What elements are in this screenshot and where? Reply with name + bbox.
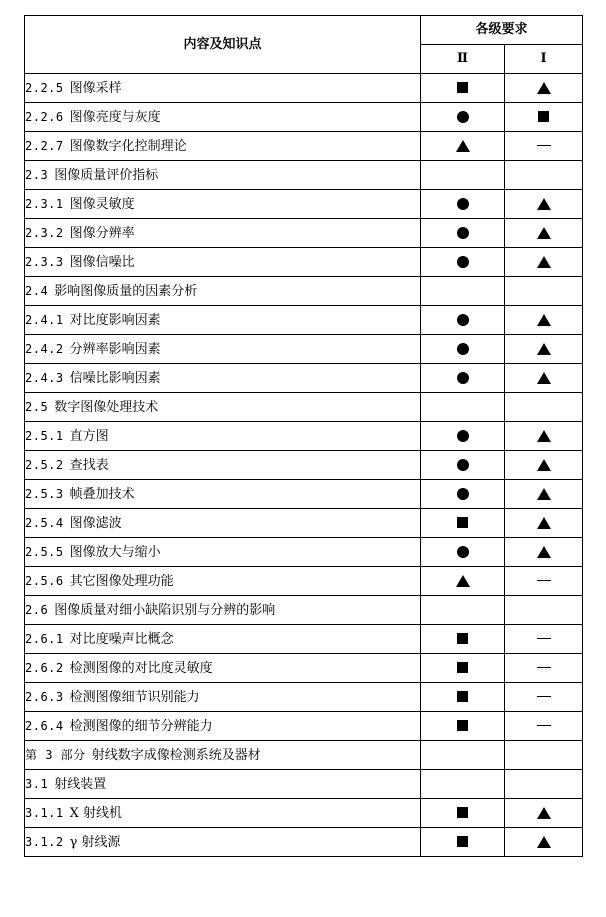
level-1-requirement (505, 161, 583, 190)
item-title: 图像灵敏度 (69, 196, 135, 212)
knowledge-item (25, 451, 421, 480)
item-number: 2.6.1 (25, 631, 64, 646)
circle-icon (457, 343, 469, 355)
requirements-group-header: 各级要求 (421, 16, 583, 45)
dash-icon (537, 696, 551, 697)
item-title: 图像质量评价指标 (54, 167, 159, 183)
item-title: 检测图像的细节分辨能力 (69, 718, 213, 734)
item-number: 2.6.2 (25, 660, 64, 675)
item-title: 图像分辨率 (69, 225, 135, 241)
table-row (25, 161, 583, 190)
level-2-requirement (421, 190, 505, 219)
level-2-requirement (421, 654, 505, 683)
table-row (25, 393, 583, 422)
dash-icon (537, 145, 551, 146)
item-number: 2.4 (25, 283, 49, 298)
level-1-requirement (505, 306, 583, 335)
item-title: 图像放大与缩小 (69, 544, 161, 560)
knowledge-item (25, 248, 421, 277)
triangle-icon (537, 488, 551, 500)
level-2-requirement (421, 74, 505, 103)
table-row (25, 683, 583, 712)
item-number: 2.6.4 (25, 718, 64, 733)
item-number: 3.1 (25, 776, 49, 791)
item-title: 其它图像处理功能 (69, 573, 174, 589)
square-icon (457, 836, 468, 847)
level-2-header: Ⅱ (421, 45, 505, 74)
item-title: 影响图像质量的因素分析 (54, 283, 198, 299)
level-2-requirement (421, 161, 505, 190)
level-2-requirement (421, 596, 505, 625)
square-icon (538, 111, 549, 122)
square-icon (457, 517, 468, 528)
item-title: 图像亮度与灰度 (69, 109, 161, 125)
circle-icon (457, 111, 469, 123)
level-1-header: Ⅰ (505, 45, 583, 74)
item-title: γ 射线源 (69, 834, 121, 850)
level-2-requirement (421, 741, 505, 770)
item-number: 2.4.1 (25, 312, 64, 327)
item-number: 2.6 (25, 602, 49, 617)
level-1-requirement (505, 683, 583, 712)
level-2-requirement (421, 683, 505, 712)
level-2-requirement (421, 712, 505, 741)
item-number: 3.1.2 (25, 834, 64, 849)
table-header (25, 16, 583, 74)
circle-icon (457, 198, 469, 210)
item-title: 直方图 (69, 428, 109, 444)
level-2-requirement (421, 625, 505, 654)
item-title: 检测图像的对比度灵敏度 (69, 660, 213, 676)
triangle-icon (537, 82, 551, 94)
knowledge-item (25, 480, 421, 509)
triangle-icon (537, 517, 551, 529)
level-1-requirement (505, 654, 583, 683)
item-title: 查找表 (69, 457, 109, 473)
item-title: 图像数字化控制理论 (69, 138, 187, 154)
table-row (25, 248, 583, 277)
level-1-requirement (505, 828, 583, 857)
level-1-requirement (505, 335, 583, 364)
table-row (25, 277, 583, 306)
level-2-requirement (421, 306, 505, 335)
item-number: 2.3.2 (25, 225, 64, 240)
item-title: 图像信噪比 (69, 254, 135, 270)
item-number: 2.2.6 (25, 109, 64, 124)
level-1-requirement (505, 509, 583, 538)
dash-icon (537, 725, 551, 726)
circle-icon (457, 256, 469, 268)
triangle-icon (537, 227, 551, 239)
triangle-icon (537, 372, 551, 384)
level-1-requirement (505, 248, 583, 277)
circle-icon (457, 372, 469, 384)
level-1-requirement (505, 625, 583, 654)
table-row (25, 567, 583, 596)
knowledge-item (25, 828, 421, 857)
item-title: 检测图像细节识别能力 (69, 689, 200, 705)
table-row (25, 74, 583, 103)
knowledge-item (25, 538, 421, 567)
knowledge-item (25, 625, 421, 654)
item-number: 2.3.1 (25, 196, 64, 211)
knowledge-item (25, 509, 421, 538)
triangle-icon (537, 343, 551, 355)
level-1-requirement (505, 596, 583, 625)
triangle-icon (537, 836, 551, 848)
level-2-requirement (421, 248, 505, 277)
square-icon (457, 807, 468, 818)
level-1-requirement (505, 132, 583, 161)
knowledge-item (25, 219, 421, 248)
knowledge-item (25, 335, 421, 364)
circle-icon (457, 459, 469, 471)
level-1-requirement (505, 567, 583, 596)
knowledge-item (25, 277, 421, 306)
table-row (25, 451, 583, 480)
item-number: 2.5.1 (25, 428, 64, 443)
item-number: 2.5.5 (25, 544, 64, 559)
item-number: 3.1.1 (25, 805, 64, 820)
knowledge-item (25, 161, 421, 190)
level-2-requirement (421, 422, 505, 451)
table-row (25, 132, 583, 161)
knowledge-item (25, 190, 421, 219)
level-1-requirement (505, 190, 583, 219)
knowledge-item (25, 683, 421, 712)
level-2-requirement (421, 277, 505, 306)
table-row (25, 103, 583, 132)
level-1-requirement (505, 103, 583, 132)
triangle-icon (456, 140, 470, 152)
circle-icon (457, 488, 469, 500)
item-number: 2.3 (25, 167, 49, 182)
level-1-requirement (505, 219, 583, 248)
level-1-requirement (505, 538, 583, 567)
knowledge-item (25, 712, 421, 741)
content-column-header: 内容及知识点 (25, 16, 421, 74)
square-icon (457, 633, 468, 644)
item-title: 分辨率影响因素 (69, 341, 161, 357)
item-title: 图像滤波 (69, 515, 122, 531)
dash-icon (537, 638, 551, 639)
knowledge-item (25, 770, 421, 799)
knowledge-item (25, 596, 421, 625)
knowledge-item (25, 799, 421, 828)
level-1-requirement (505, 277, 583, 306)
table-row (25, 741, 583, 770)
level-2-requirement (421, 770, 505, 799)
triangle-icon (537, 430, 551, 442)
dash-icon (537, 580, 551, 581)
item-title: 图像采样 (69, 80, 122, 96)
level-2-requirement (421, 509, 505, 538)
table-row (25, 335, 583, 364)
table-row (25, 770, 583, 799)
table-row (25, 480, 583, 509)
square-icon (457, 720, 468, 731)
item-number: 2.3.3 (25, 254, 64, 269)
level-2-requirement (421, 132, 505, 161)
item-number: 2.5.4 (25, 515, 64, 530)
item-title: 射线装置 (54, 776, 107, 792)
item-number: 2.5.6 (25, 573, 64, 588)
item-title: 帧叠加技术 (69, 486, 135, 502)
item-number: 2.6.3 (25, 689, 64, 704)
circle-icon (457, 227, 469, 239)
level-1-requirement (505, 74, 583, 103)
table-row (25, 422, 583, 451)
level-1-requirement (505, 799, 583, 828)
triangle-icon (537, 807, 551, 819)
level-2-requirement (421, 480, 505, 509)
level-2-requirement (421, 103, 505, 132)
table-row (25, 596, 583, 625)
level-1-requirement (505, 451, 583, 480)
level-2-requirement (421, 393, 505, 422)
circle-icon (457, 546, 469, 558)
item-title: 射线数字成像检测系统及器材 (91, 747, 261, 763)
table-row (25, 654, 583, 683)
triangle-icon (537, 546, 551, 558)
knowledge-item (25, 306, 421, 335)
knowledge-item (25, 567, 421, 596)
level-1-requirement (505, 364, 583, 393)
table-row (25, 306, 583, 335)
table-row (25, 219, 583, 248)
level-1-requirement (505, 741, 583, 770)
item-title: 信噪比影响因素 (69, 370, 161, 386)
level-2-requirement (421, 335, 505, 364)
item-number: 2.2.5 (25, 80, 64, 95)
level-2-requirement (421, 799, 505, 828)
table-row (25, 712, 583, 741)
dash-icon (537, 667, 551, 668)
circle-icon (457, 314, 469, 326)
item-title: 数字图像处理技术 (54, 399, 159, 415)
knowledge-item (25, 74, 421, 103)
level-2-requirement (421, 219, 505, 248)
level-2-requirement (421, 451, 505, 480)
table-row (25, 509, 583, 538)
item-title: 对比度噪声比概念 (69, 631, 174, 647)
level-1-requirement (505, 712, 583, 741)
knowledge-item (25, 103, 421, 132)
knowledge-item (25, 422, 421, 451)
knowledge-item (25, 393, 421, 422)
item-number: 2.5 (25, 399, 49, 414)
level-1-requirement (505, 770, 583, 799)
knowledge-item (25, 741, 421, 770)
triangle-icon (537, 314, 551, 326)
table-row (25, 190, 583, 219)
knowledge-item (25, 654, 421, 683)
triangle-icon (537, 459, 551, 471)
table-body (25, 74, 583, 857)
knowledge-item (25, 364, 421, 393)
table-row (25, 625, 583, 654)
requirements-table (24, 15, 583, 857)
item-title: X 射线机 (69, 805, 123, 821)
level-2-requirement (421, 828, 505, 857)
item-number: 2.5.2 (25, 457, 64, 472)
item-number: 第 3 部分 (25, 747, 86, 762)
table-row (25, 538, 583, 567)
square-icon (457, 82, 468, 93)
square-icon (457, 662, 468, 673)
table-row (25, 799, 583, 828)
square-icon (457, 691, 468, 702)
level-1-requirement (505, 480, 583, 509)
item-title: 图像质量对细小缺陷识别与分辨的影响 (54, 602, 276, 618)
level-1-requirement (505, 422, 583, 451)
triangle-icon (537, 256, 551, 268)
level-1-requirement (505, 393, 583, 422)
item-number: 2.2.7 (25, 138, 64, 153)
triangle-icon (537, 198, 551, 210)
table-row (25, 364, 583, 393)
level-2-requirement (421, 538, 505, 567)
item-number: 2.4.2 (25, 341, 64, 356)
circle-icon (457, 430, 469, 442)
table-row (25, 828, 583, 857)
item-title: 对比度影响因素 (69, 312, 161, 328)
triangle-icon (456, 575, 470, 587)
knowledge-item (25, 132, 421, 161)
item-number: 2.5.3 (25, 486, 64, 501)
level-2-requirement (421, 364, 505, 393)
item-number: 2.4.3 (25, 370, 64, 385)
level-2-requirement (421, 567, 505, 596)
